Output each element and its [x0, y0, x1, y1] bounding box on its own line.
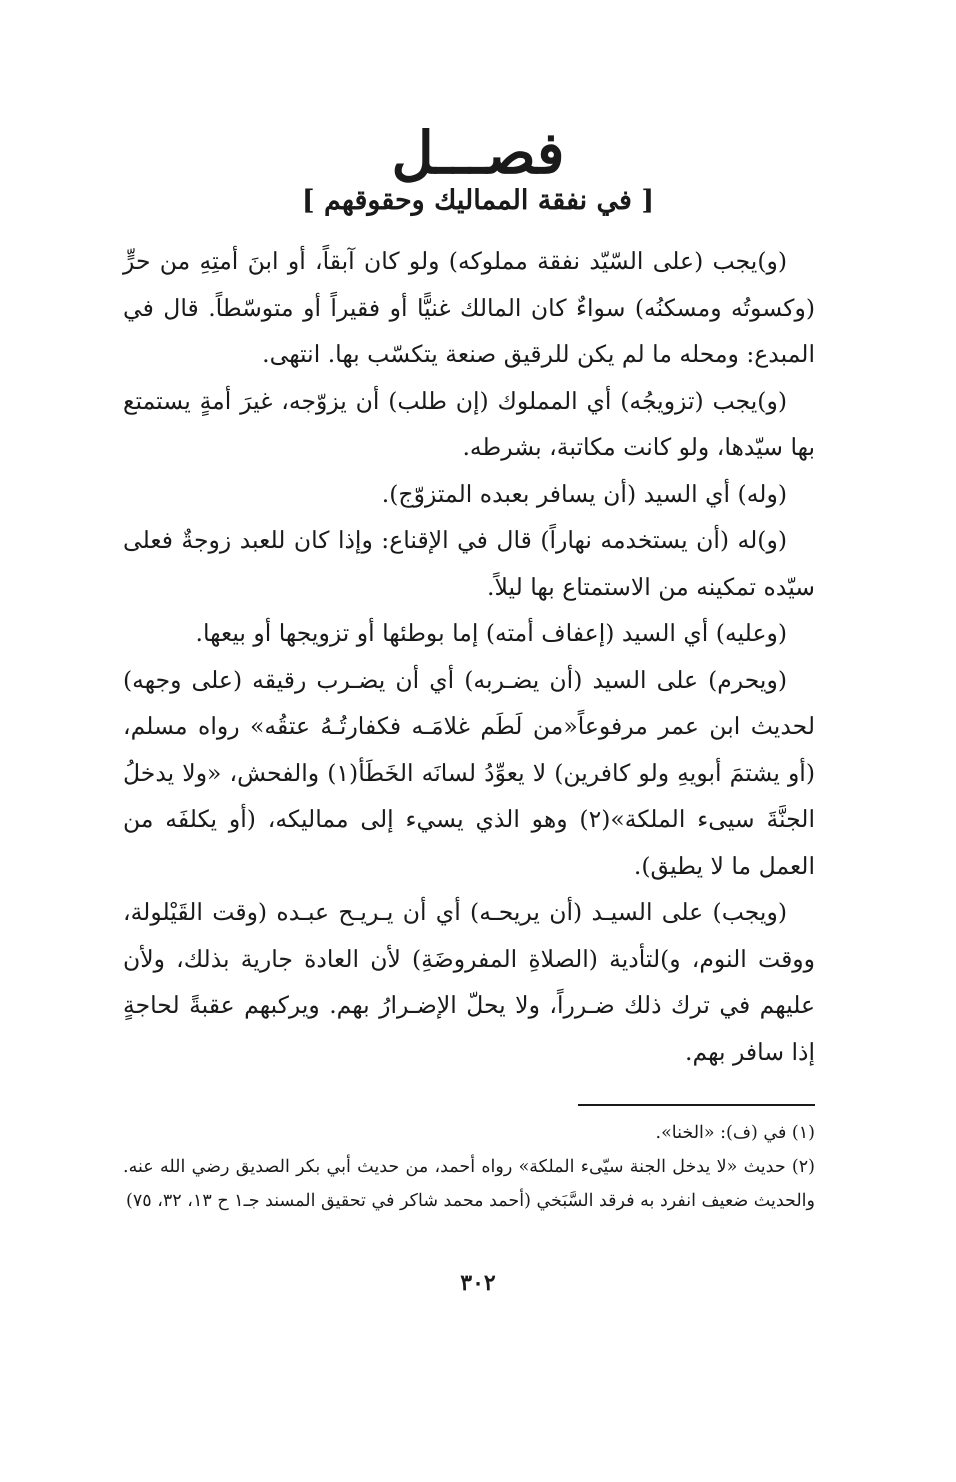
section-title: [ في نفقة المماليك وحقوقهم ]	[301, 185, 655, 216]
paragraph-4: (و)له (أن يستخدمه نهاراً) قال في الإقناع: وإذا كان للعبد زوجةٌ فعلى سيّده تمكينه من الاستمتاع بها ليلاً.	[123, 526, 815, 601]
paragraph-1: (و)يجب (على السّيّد نفقة مملوكه) ولو كان آبقاً، أو ابنَ أمتِهِ من حرٍّ (وكسوتُه ومسكنُه) سواءٌ كان المالك غنيًّا أو فقيراً أو متوسّطاً. قال في المبدع: ومحله ما لم يكن للرقيق صنعة يتكسّب بها. انتهى.	[123, 247, 815, 368]
main-text	[123, 238, 815, 1075]
paragraph-6: (ويحرم) على السيد (أن يضـربه) أي أن يضـرب رقيقه (على وجهه) لحديث ابن عمر مرفوعاً«من لَطَم غلامَـه فكفارتُـهُ عتقُه» رواه مسلم، (أو يشتمَ أبويهِ ولو كافرين) لا يعوِّدُ لسانَه الخَطَأ(١) والفحش، «ولا يدخلُ الجنَّةَ سيىء الملكة»(٢) وهو الذي يسيء إلى مماليكه، (أو يكلفَه من العمل ما لا يطيق).	[123, 665, 815, 880]
paragraph-2: (و)يجب (تزويجُه) أي المملوك (إن طلب) أن يزوّجه، غيرَ أمةٍ يستمتع بها سيّدها، ولو كانت مكاتبة، بشرطه.	[123, 386, 815, 461]
footnote-2: (٢) حديث «لا يدخل الجنة سيّىء الملكة» رواه أحمد، من حديث أبي بكر الصديق رضي الله عنه. والحديث ضعيف انفرد به فرقد السَّبَخي (أحمد محمد شاكر في تحقيق المسند جـ١ ح ١٣، ٣٢، ٧٥)	[123, 1157, 815, 1211]
paragraph-5: (وعليه) أي السيد (إعفاف أمته) إما بوطئها أو تزويجها أو بيعها.	[195, 619, 787, 647]
footnote-1: (١) في (ف): «الخنا».	[655, 1123, 815, 1143]
footnotes	[123, 1116, 815, 1218]
paragraph-7: (ويجب) على السيـد (أن يريحـه) أي أن يـريـح عبـده (وقت القَيْلولة، ووقت النوم، و)لتأدية (الصلاةِ المفروضَةِ) لأن العادة جارية بذلك، ولأن عليهم في ترك ذلك ضـرراً، ولا يحلّ الإضـرارُ بهم. ويركبهم عقبةً لحاجةٍ إذا سافر بهم.	[123, 898, 815, 1066]
paragraph-3: (وله) أي السيد (أن يسافر بعبده المتزوّج).	[381, 479, 787, 508]
footnote-separator	[578, 1104, 815, 1106]
section-ornament-heading: فصـــل	[391, 119, 565, 187]
page-number: ٣٠٢	[460, 1270, 496, 1296]
